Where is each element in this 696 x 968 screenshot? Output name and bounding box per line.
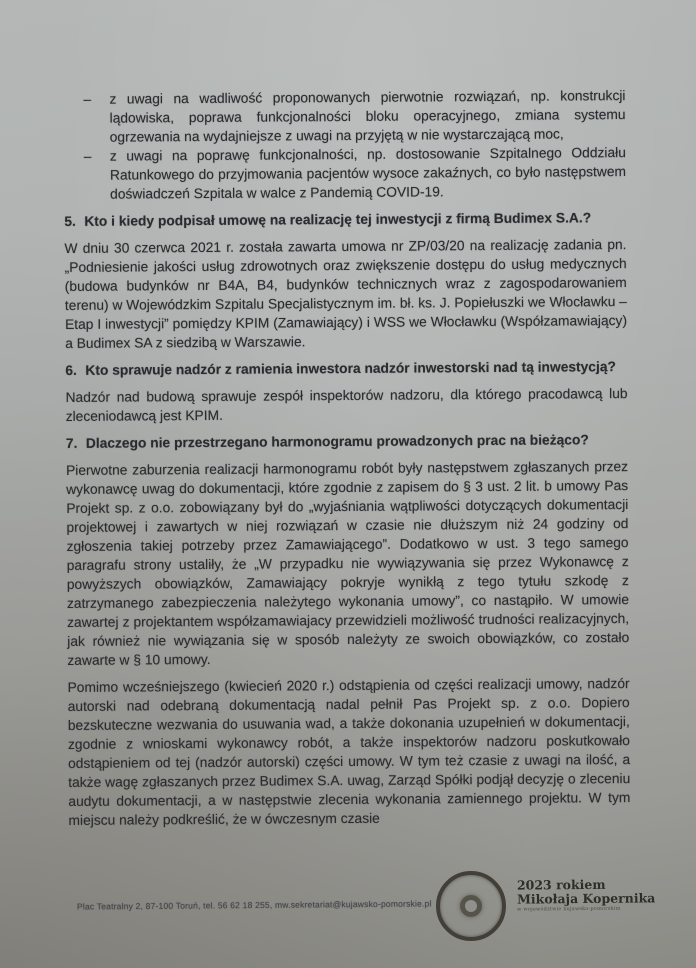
question-5-heading xyxy=(64,208,626,231)
answer-5-paragraph: W dniu 30 czerwca 2021 r. została zawarta umowa nr ZP/03/20 na realizację zadania pn. „Podniesienie jakości usług zdrowotnych oraz zwiększenie dostępu do usług medycznych (budowa budynków nr B4A, B4, budynków technicznych wraz z zagospodarowaniem terenu) w Wojewódzkim Szpitalu Specjalistycznym im. bł. ks. J. Popiełuszki we Włocławku – Etap I inwestycji” pomiędzy KPIM (Zamawiający) i WSS we Włocławku (Współzamawiający) a Budimex SA z siedzibą w Warszawie. xyxy=(64,237,628,351)
list-item xyxy=(84,143,626,204)
copernicus-year-logo xyxy=(517,877,656,913)
bullet-dash-icon: – xyxy=(83,148,92,164)
logo-sub-line: w województwie kujawsko-pomorskim xyxy=(517,905,621,913)
bullet-list xyxy=(83,86,626,204)
bullet-dash-icon: – xyxy=(83,91,92,107)
answer-7-paragraph-2: Pomimo wcześniejszego (kwiecień 2020 r.) odstąpienia od części realizacji umowy, nadzór autorski nad odebraną dokumentacją nadal pełnił Pas Projekt sp. z o.o. Dopiero bezskuteczne wezwania do usuwania wad, a także dokonania uzupełnień w dokumentacji, zgodnie z wnioskami wykonawcy robót, a także inspektorów nadzoru poskutkowało odstąpieniem od tej (nadzór autorski) części umowy. W tym też czasie z uwagi na ilość, a także wagę zgłaszanych przez Budimex S.A. uwag, Zarząd Spółki podjął decyzję o zleceniu audytu dokumentacji, a w następstwie zlecenia wykonania zamiennego projektu. W tym miejscu należy podkreślić, że w ówczesnym czasie xyxy=(67,676,631,828)
question-number: 5. xyxy=(64,213,76,229)
logo-name-line: Mikołaja Kopernika xyxy=(516,890,656,907)
question-text: Kto i kiedy podpisał umowę na realizację tej inwestycji z firmą Budimex S.A.? xyxy=(84,210,592,229)
question-number: 6. xyxy=(65,362,77,378)
bullet-text: z uwagi na poprawę funkcjonalności, np. dostosowanie Szpitalnego Oddziału Ratunkowego do przyjmowania pacjentów wysoce zakaźnych, co było następstwem doświadczeń Szpitala w walce z Pandemią COVID-19. xyxy=(109,145,627,202)
answer-6-paragraph: Nadzór nad budową sprawuje zespół inspektorów nadzoru, dla którego pracodawcą lub zleceniodawcą jest KPIM. xyxy=(65,386,628,424)
logo-year-line: 2023 rokiem xyxy=(516,876,606,893)
list-item xyxy=(83,86,625,147)
question-7-heading xyxy=(66,430,628,453)
bullet-text: z uwagi na wadliwość proponowanych pierwotnie rozwiązań, np. konstrukcji lądowiska, poprawa funkcjonalności bloku operacyjnego, zmiana systemu ogrzewania na wydajniejsze z uwagi na przyjętą w nie wystarczającą moc, xyxy=(109,88,626,145)
document-body xyxy=(63,86,630,838)
seal-center-icon xyxy=(460,895,482,917)
copernicus-seal-icon xyxy=(436,871,506,941)
footer-address: Plac Teatralny 2, 87-100 Toruń, tel. 56 62 18 255, mw.sekretariat@kujawsko-pomorskie.pl xyxy=(76,898,432,912)
question-number: 7. xyxy=(65,435,78,451)
question-6-heading xyxy=(65,357,627,380)
question-text: Dlaczego nie przestrzegano harmonogramu prowadzonych prac na bieżąco? xyxy=(85,432,589,451)
answer-7-paragraph-1: Pierwotne zaburzenia realizacji harmonogramu robót były następstwem zgłaszanych przez wykonawcę uwag do dokumentacji, które zgodnie z zapisem do § 3 ust. 2 lit. b umowy Pas Projekt sp. z o.o. zobowiązany był do „wyjaśniania wątpliwości dotyczących dokumentacji projektowej i zawartych w niej rozwiązań w czasie nie dłuższym niż 24 godziny od zgłoszenia takiej potrzeby przez Zamawiającego”. Dodatkowo w ust. 3 tego samego paragrafu strony ustaliły, że „W przypadku nie wywiązywania się przez Wykonawcę z powyższych obowiązków, Zamawiający pokryje wynikłą z tego tytułu szkodę z zatrzymanego zabezpieczenia należytego wykonania umowy”, co nastąpiło. W umowie zawartej z projektantem współzamawiajacy przewidzieli możliwość trudności realizacyjnych, jak również nie wywiązania się w sposób należyty ze swoich obowiązków, co zostało zawarte w § 10 umowy. xyxy=(65,459,630,668)
question-text: Kto sprawuje nadzór z ramienia inwestora nadzór inwestorski nad tą inwestycją? xyxy=(85,359,616,378)
